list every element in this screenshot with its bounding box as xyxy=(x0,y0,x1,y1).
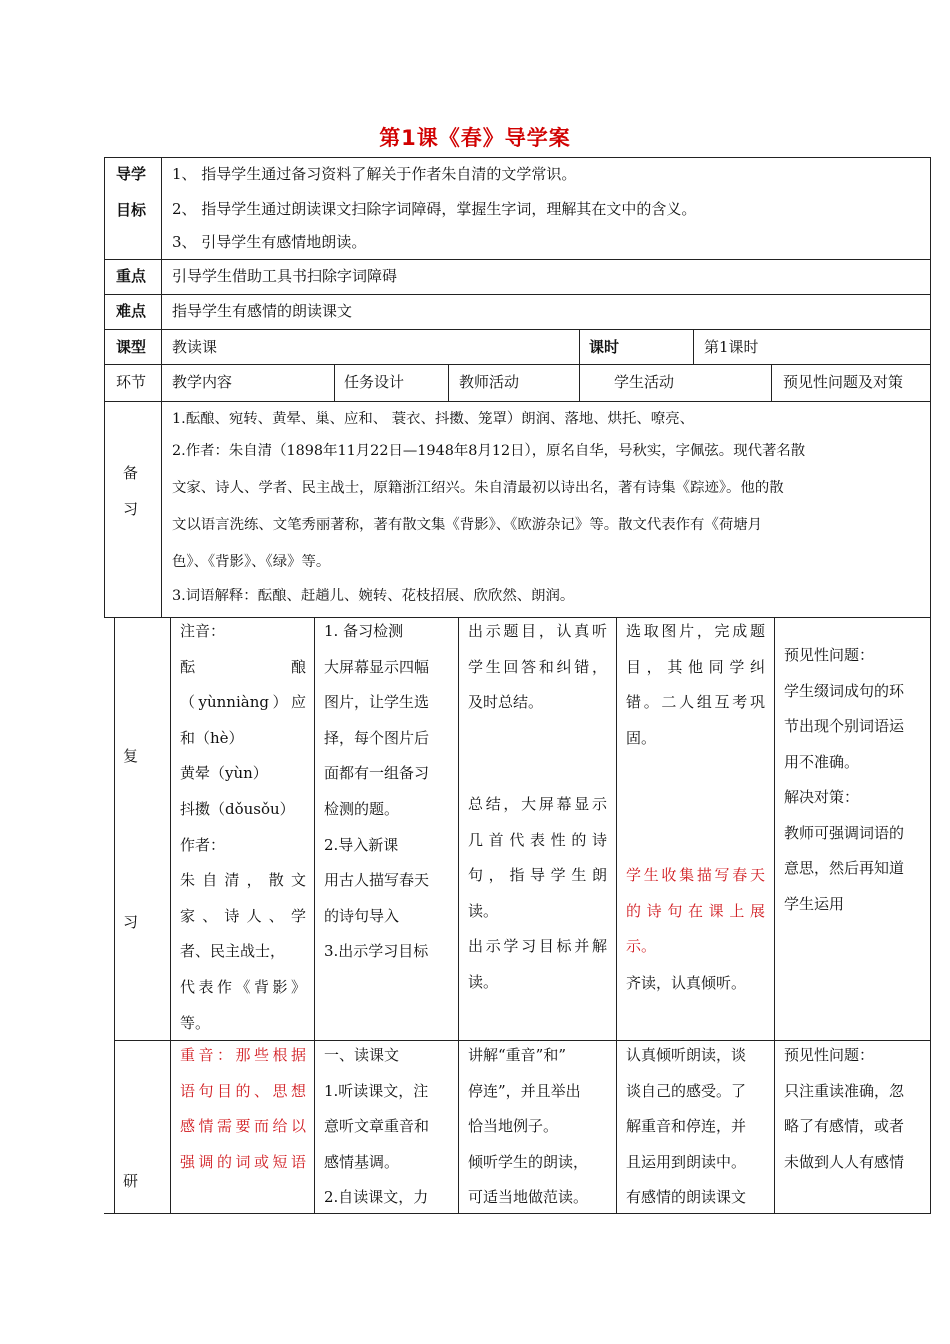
study-teacher-line: 恰当地例子。 xyxy=(468,1117,559,1136)
review-student-line: 学生收集描写春天 xyxy=(626,866,765,884)
review-problems-line: 意思，然后再知道 xyxy=(784,859,905,877)
review-task-line: 图片，让学生选 xyxy=(324,693,430,712)
study-content-line: 感情需要而给以 xyxy=(180,1117,306,1136)
prep-label-2: 习 xyxy=(123,500,139,518)
study-task xyxy=(324,1038,454,1216)
review-content-line: 朱自清，散文 xyxy=(180,871,306,890)
review-teacher-line: 出示题目，认真听 xyxy=(468,622,607,640)
review-teacher-line: 及时总结。 xyxy=(468,693,544,712)
header-teacher: 教师活动 xyxy=(459,373,520,391)
review-task xyxy=(324,614,454,970)
header-content: 教学内容 xyxy=(172,373,233,391)
review-content-line: 者、民主战士， xyxy=(180,942,286,961)
prep-line-2: 2.作者：朱自清（1898年11月22日—1948年8月12日），原名自华，号秋实，字佩弦。现代著名散 xyxy=(172,443,806,459)
study-content-line: 强调的词或短语 xyxy=(180,1152,306,1171)
study-task-line: 1.听读课文，注 xyxy=(324,1081,429,1100)
review-task-line: 大屏幕显示四幅 xyxy=(324,657,430,676)
review-student-line: 选取图片，完成题 xyxy=(626,622,765,640)
review-student-line: 的诗句在课上展 xyxy=(626,901,765,920)
study-student-line: 认真倾听朗读，谈 xyxy=(626,1046,747,1064)
header-student: 学生活动 xyxy=(614,373,675,391)
review-teacher-line: 读。 xyxy=(468,972,499,991)
goals-label-1: 导学 xyxy=(116,165,147,183)
header-task: 任务设计 xyxy=(344,373,405,391)
study-student-line: 谈自己的感受。了 xyxy=(626,1081,747,1100)
review-teacher-1 xyxy=(468,614,607,721)
review-teacher-line: 句，指导学生朗 xyxy=(468,866,607,885)
study-student-line: 解重音和停连，并 xyxy=(626,1117,747,1136)
key-point-value: 引导学生借助工具书扫除字词障碍 xyxy=(172,267,398,285)
review-content xyxy=(180,614,306,1041)
review-student-line: 齐读，认真倾听。 xyxy=(626,974,747,992)
review-problems-line: 学生运用 xyxy=(784,894,845,913)
study-task-line: 感情基调。 xyxy=(324,1152,400,1171)
review-student-line: 目，其他同学纠 xyxy=(626,657,765,676)
lesson-type-label: 课型 xyxy=(116,338,147,356)
study-problems-line: 只注重读准确，忽 xyxy=(784,1081,905,1100)
review-student-3 xyxy=(626,966,765,1002)
study-task-line: 2.自读课文，力 xyxy=(324,1188,429,1207)
review-teacher-2 xyxy=(468,787,607,1001)
review-task-line: 1. 备习检测 xyxy=(324,622,404,640)
page-title: 第1课《春》导学案 xyxy=(379,126,571,150)
prep-line-5: 色》、《背影》、《绿》等。 xyxy=(172,554,331,570)
review-teacher-line: 出示学习目标并解 xyxy=(468,937,607,956)
review-problems-line: 解决对策： xyxy=(784,788,860,806)
review-student-line: 固。 xyxy=(626,728,657,747)
study-problems-line: 略了有感情，或者 xyxy=(784,1117,905,1136)
period-value: 第1课时 xyxy=(704,338,759,356)
review-problems xyxy=(784,638,926,922)
study-problems-line: 预见性问题： xyxy=(784,1046,875,1064)
study-problems xyxy=(784,1038,926,1180)
review-problems-line: 节出现个别词语运 xyxy=(784,717,905,735)
review-content-line: （yùnniàng）应 xyxy=(180,693,306,712)
review-task-line: 2.导入新课 xyxy=(324,835,399,854)
review-problems-line: 学生缀词成句的环 xyxy=(784,681,905,700)
prep-line-1: 1.酝酿、宛转、黄晕、巢、应和、 蓑衣、抖擞、笼罩）朗润、落地、烘托、嘹亮、 xyxy=(172,411,694,427)
study-problems-line: 未做到人人有感情 xyxy=(784,1152,905,1171)
goal-item-1: 1、 指导学生通过备习资料了解关于作者朱自清的文学常识。 xyxy=(172,165,577,183)
review-content-line: 代表作《背影》 xyxy=(180,977,306,996)
goals-label-2: 目标 xyxy=(116,201,147,219)
review-student-1 xyxy=(626,614,765,756)
study-content-line: 语句目的、思想 xyxy=(180,1081,306,1100)
difficulty-value: 指导学生有感情的朗读课文 xyxy=(172,302,353,320)
review-problems-line: 用不准确。 xyxy=(784,752,860,771)
prep-line-4: 文以语言洗练、文笔秀丽著称，著有散文集《背影》、《欧游杂记》等。散文代表作有《荷塘月 xyxy=(172,517,763,533)
study-content xyxy=(180,1038,306,1180)
study-teacher xyxy=(468,1038,608,1216)
review-content-line: 黄晕（yùn） xyxy=(180,764,268,783)
header-stage: 环节 xyxy=(116,373,147,391)
lesson-type-value: 教读课 xyxy=(172,338,218,356)
review-content-line: 家、诗人、学 xyxy=(180,906,306,925)
review-content-line: 作者： xyxy=(180,835,226,854)
review-student-2 xyxy=(626,858,765,965)
review-content-line: 抖擞（dǒusǒu） xyxy=(180,799,295,818)
study-student xyxy=(626,1038,768,1216)
study-teacher-line: 停连”，并且举出 xyxy=(468,1081,581,1100)
study-teacher-line: 可适当地做范读。 xyxy=(468,1188,589,1207)
study-student-line: 且运用到朗读中。 xyxy=(626,1152,747,1171)
key-point-label: 重点 xyxy=(116,267,147,285)
review-content-line: 注音： xyxy=(180,622,226,640)
review-teacher-line: 读。 xyxy=(468,901,499,920)
study-student-line: 有感情的朗读课文 xyxy=(626,1188,747,1207)
review-task-line: 的诗句导入 xyxy=(324,906,400,925)
review-task-line: 择，每个图片后 xyxy=(324,728,430,747)
goal-item-2: 2、 指导学生通过朗读课文扫除字词障碍，掌握生字词，理解其在文中的含义。 xyxy=(172,200,697,218)
study-teacher-line: 倾听学生的朗读， xyxy=(468,1152,589,1171)
study-teacher-line: 讲解“重音”和” xyxy=(468,1046,567,1064)
difficulty-label: 难点 xyxy=(116,302,147,320)
header-problems: 预见性问题及对策 xyxy=(783,373,904,391)
review-label-1: 复 xyxy=(123,747,139,765)
review-problems-line: 教师可强调词语的 xyxy=(784,823,905,842)
review-student-line: 错。二人组互考巩 xyxy=(626,693,765,712)
review-teacher-line: 学生回答和纠错， xyxy=(468,657,607,676)
review-teacher-line: 几首代表性的诗 xyxy=(468,830,607,849)
review-task-line: 检测的题。 xyxy=(324,799,400,818)
prep-line-6: 3.词语解释：酝酿、赶趟儿、婉转、花枝招展、欣欣然、朗润。 xyxy=(172,588,575,604)
study-task-line: 意听文章重音和 xyxy=(324,1117,430,1136)
review-content-line: 等。 xyxy=(180,1013,211,1032)
study-label: 研 xyxy=(123,1172,139,1190)
review-teacher-line: 总结，大屏幕显示 xyxy=(468,795,607,813)
study-content-line: 重音：那些根据 xyxy=(180,1046,306,1064)
review-student-line: 示。 xyxy=(626,937,657,956)
goal-item-3: 3、 引导学生有感情地朗读。 xyxy=(172,233,367,251)
review-content-line: 和（hè） xyxy=(180,728,244,747)
review-task-line: 用古人描写春天 xyxy=(324,871,430,890)
prep-line-3: 文家、诗人、学者、民主战士，原籍浙江绍兴。朱自清最初以诗出名，著有诗集《踪迹》。他的散 xyxy=(172,480,784,496)
study-task-line: 一、读课文 xyxy=(324,1046,400,1064)
review-task-line: 3.出示学习目标 xyxy=(324,942,429,961)
review-problems-line: 预见性问题： xyxy=(784,646,875,664)
period-label: 课时 xyxy=(589,338,620,356)
review-task-line: 面都有一组备习 xyxy=(324,764,430,783)
review-label-2: 习 xyxy=(123,913,139,931)
review-content-line: 酝 酿 xyxy=(180,657,306,676)
prep-label-1: 备 xyxy=(123,464,139,482)
